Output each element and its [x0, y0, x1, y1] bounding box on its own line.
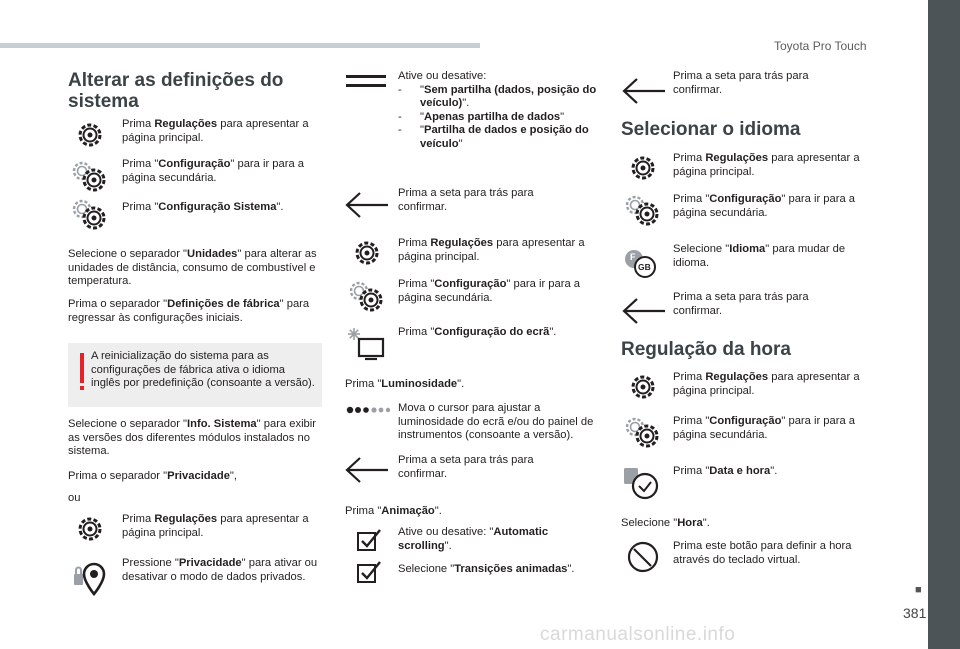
- step-luminosidade: Prima "Luminosidade".: [345, 378, 465, 390]
- privacy-location-icon: [70, 560, 110, 598]
- step-back-top: Prima a seta para trás para confirmar.: [673, 70, 809, 96]
- paragraph-system-info: Selecione o separador "Info. Sistema" para exibir as versões dos diferentes módulos instalados no sistema.: [68, 418, 316, 458]
- page-number: 381: [903, 605, 927, 621]
- screen-brightness-icon: [345, 326, 389, 362]
- paragraph-units: Selecione o separador "Unidades" para alterar as unidades de distância, consumo de combustível e temperatura.: [68, 248, 317, 288]
- running-title: Toyota Pro Touch: [774, 39, 867, 53]
- option-no-sharing: - "Sem partilha (dados, posição do veículo)".: [398, 84, 603, 111]
- back-arrow-icon: [621, 296, 667, 326]
- back-arrow-icon: [621, 76, 667, 106]
- calendar-clock-icon: [622, 464, 662, 502]
- lang-step-configuracao: Prima "Configuração" para ir para a página secundária.: [673, 193, 856, 219]
- gear-config-icon: [621, 414, 663, 450]
- text-ou: ou: [68, 492, 81, 504]
- option-data-sharing: - "Apenas partilha de dados": [398, 111, 603, 125]
- step-configuracao-ecra: Prima "Configuração do ecrã".: [398, 326, 557, 338]
- step-regulacoes-2: Prima Regulações para apresentar a página principal.: [122, 513, 309, 539]
- language-flags-icon: [622, 248, 662, 280]
- step-regulacoes-c2: Prima Regulações para apresentar a página principal.: [398, 237, 585, 263]
- time-step-data-hora: Prima "Data e hora".: [673, 465, 778, 477]
- paragraph-privacy-tab: Prima o separador "Privacidade",: [68, 470, 238, 482]
- step-back-1: Prima a seta para trás para confirmar.: [398, 187, 534, 213]
- section-title-system-settings: Alterar as definições do sistema: [68, 70, 284, 112]
- gear-config-icon: [68, 158, 110, 194]
- step-transicoes-animadas: Selecione "Transições animadas".: [398, 563, 575, 575]
- back-arrow-icon: [344, 455, 390, 485]
- gear-icon: [73, 512, 107, 546]
- continue-mark: ■: [915, 584, 922, 596]
- step-configuracao-c2: Prima "Configuração" para ir para a página secundária.: [398, 278, 581, 304]
- warning-icon-dot: [80, 386, 84, 390]
- step-regulacoes: Prima Regulações para apresentar a página principal.: [122, 118, 309, 144]
- paragraph-factory-reset: Prima o separador "Definições de fábrica" para regressar às configurações iniciais.: [68, 298, 310, 324]
- header-rule: [0, 43, 480, 48]
- section-title-time: Regulação da hora: [621, 339, 791, 360]
- step-animacao: Prima "Animação".: [345, 505, 442, 517]
- flag-label-f: F: [630, 252, 636, 262]
- gear-config-icon: [621, 192, 663, 228]
- step-automatic-scrolling: Ative ou desative: "Automatic scrolling".: [398, 526, 549, 552]
- gear-icon: [73, 118, 107, 152]
- gear-icon: [350, 236, 384, 270]
- step-privacidade: Pressione "Privacidade" para ativar ou desativar o modo de dados privados.: [122, 557, 318, 583]
- time-step-regulacoes: Prima Regulações para apresentar a página principal.: [673, 371, 860, 397]
- section-title-language: Selecionar o idioma: [621, 119, 801, 140]
- checkbox-icon: [356, 560, 382, 584]
- watermark: carmanualsonline.info: [540, 624, 736, 645]
- gear-icon: [626, 151, 660, 185]
- slider-dots-icon: [346, 404, 392, 416]
- clock-edit-icon: [624, 538, 662, 576]
- time-step-keyboard: Prima este botão para definir a hora através do teclado virtual.: [673, 540, 852, 566]
- back-arrow-icon: [344, 190, 390, 220]
- warning-text: A reinicialização do sistema para as configurações de fábrica ativa o idioma inglês por predefinição (consoante a versão).: [91, 350, 315, 390]
- step-back-2: Prima a seta para trás para confirmar.: [398, 454, 534, 480]
- activate-options: [398, 70, 603, 152]
- toggle-bar-icon: [345, 74, 387, 88]
- warning-icon: [80, 353, 84, 383]
- gear-config-icon: [345, 278, 387, 314]
- gear-icon: [626, 370, 660, 404]
- time-step-hora: Selecione "Hora".: [621, 517, 710, 529]
- checkbox-icon: [356, 528, 382, 552]
- flag-label-gb: GB: [638, 262, 651, 272]
- slider-instruction: Mova o cursor para ajustar a luminosidade do ecrã e/ou do painel de instrumentos (consoante a versão).: [398, 402, 594, 442]
- step-configuracao: Prima "Configuração" para ir para a página secundária.: [122, 158, 305, 184]
- activate-intro: Ative ou desative:: [398, 70, 487, 82]
- lang-step-idioma: Selecione "Idioma" para mudar de idioma.: [673, 243, 846, 269]
- gear-config-icon: [68, 196, 110, 232]
- lang-step-regulacoes: Prima Regulações para apresentar a página principal.: [673, 152, 860, 178]
- lang-step-back: Prima a seta para trás para confirmar.: [673, 291, 809, 317]
- page-sidebar: [928, 0, 960, 649]
- step-configuracao-sistema: Prima "Configuração Sistema".: [122, 201, 284, 213]
- time-step-configuracao: Prima "Configuração" para ir para a página secundária.: [673, 415, 856, 441]
- option-data-position: - "Partilha de dados e posição do veículo": [398, 124, 603, 151]
